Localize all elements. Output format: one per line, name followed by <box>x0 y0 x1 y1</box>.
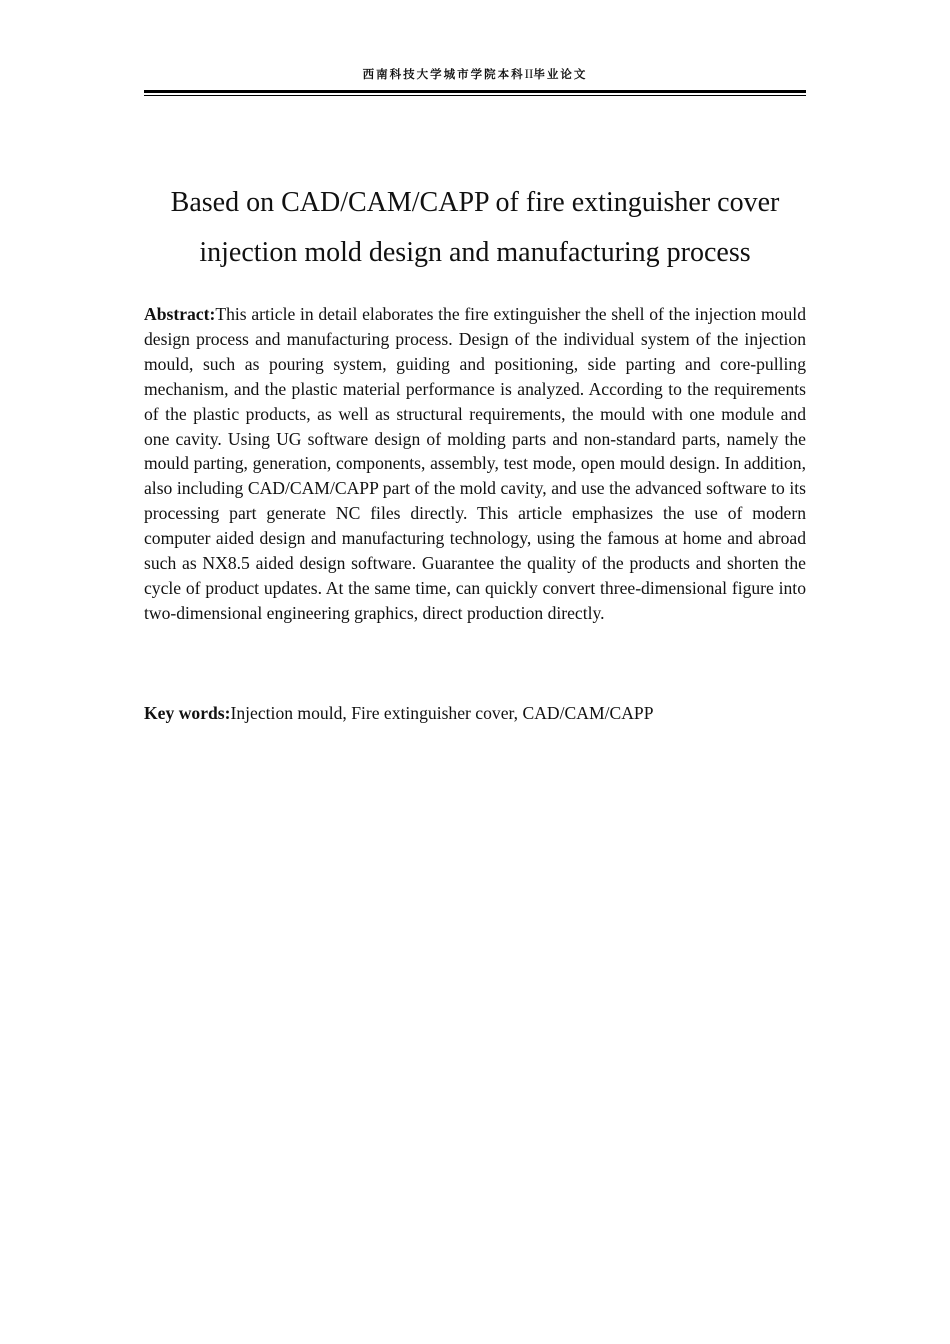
header-rule-thin <box>144 95 806 96</box>
keywords-label: Key words: <box>144 703 231 723</box>
running-head-left: 西南科技大学城市学院本科 <box>362 67 525 81</box>
abstract-text: This article in detail elaborates the fire extinguisher the shell of the injection mould design process and manufacturing process. Design of the individual system of the injection mould, such as pouring system, guiding and positioning, side parting and core-pulling mechanism, and the plastic material performance is analyzed. According to the requirements of the plastic products, as well as structural requirements, the mould with one module and one cavity. Using UG software design of molding parts and non-standard parts, namely the mould parting, generation, components, assembly, test mode, open mould design. In addition, also including CAD/CAM/CAPP part of the mold cavity, and use the advanced software to its processing part generate NC files directly. This article emphasizes the use of modern computer aided design and manufacturing technology, using the famous at home and abroad such as NX8.5 aided design software. Guarantee the quality of the products and shorten the cycle of product updates. At the same time, can quickly convert three-dimensional figure into two-dimensional engineering graphics, direct production directly. <box>144 304 806 623</box>
page-number: II <box>524 66 534 81</box>
header-rule-thick <box>144 90 806 93</box>
running-head-right: 毕业论文 <box>533 67 588 81</box>
keywords-text: Injection mould, Fire extinguisher cover, CAD/CAM/CAPP <box>230 703 654 723</box>
abstract-paragraph <box>144 302 806 626</box>
running-head <box>0 66 950 82</box>
abstract-label: Abstract: <box>144 304 216 324</box>
title-line-1: Based on CAD/CAM/CAPP of fire extinguisher cover <box>170 187 780 218</box>
paper-title <box>144 178 806 278</box>
title-line-2: injection mold design and manufacturing process <box>199 237 751 268</box>
keywords-paragraph <box>144 701 806 726</box>
